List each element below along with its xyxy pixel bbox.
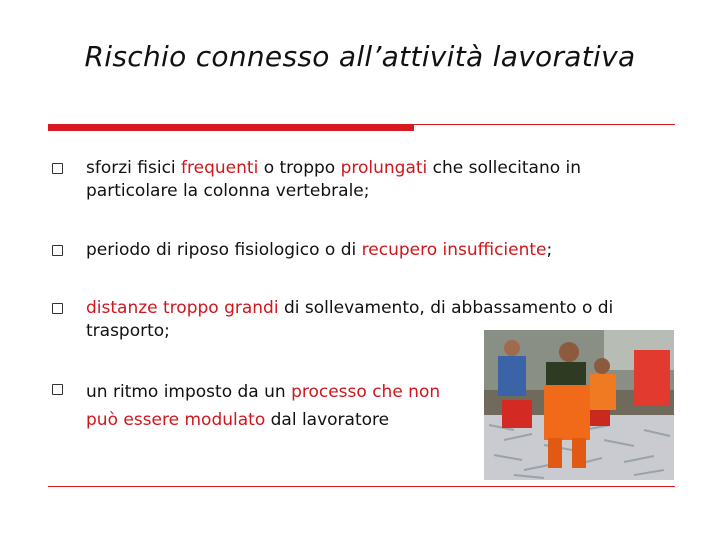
bullet-line	[86, 157, 581, 180]
bullet-text: dal lavoratore	[265, 410, 390, 430]
bullet-highlight: frequenti	[181, 158, 259, 178]
bullet-marker	[52, 297, 68, 320]
fish-market-workers-photo	[484, 330, 674, 480]
bullet-text: periodo di riposo fisiologico o di	[86, 240, 362, 260]
bullet-line	[86, 239, 552, 262]
bottom-divider	[48, 486, 675, 487]
bullet-text: di sollevamento, di abbassamento o di	[278, 298, 614, 318]
bullet-highlight: recupero insufficiente	[361, 240, 547, 260]
bullet-line	[86, 406, 440, 434]
title-divider-thick	[48, 124, 414, 131]
bullet-text: o troppo	[258, 158, 341, 178]
bullet-line	[86, 378, 440, 406]
bullet-highlight: può essere modulato	[86, 410, 266, 430]
bullet-line	[86, 297, 613, 320]
bullet-item-4	[86, 378, 440, 434]
bullet-item-2	[86, 239, 552, 262]
square-bullet-icon	[52, 245, 63, 256]
bullet-text: ;	[546, 240, 553, 260]
bullet-highlight: distanze troppo grandi	[86, 298, 279, 318]
bullet-text: un ritmo imposto da un	[86, 382, 292, 402]
slide-title: Rischio connesso all’attività lavorativa	[84, 40, 636, 73]
bullet-marker	[52, 239, 68, 262]
bullet-highlight: prolungati	[340, 158, 428, 178]
square-bullet-icon	[52, 384, 63, 395]
bullet-marker	[52, 378, 68, 401]
bullet-text: sforzi fisici	[86, 158, 182, 178]
bullet-item-1	[86, 157, 581, 203]
bullet-marker	[52, 157, 68, 180]
photo-illustration	[484, 330, 674, 480]
square-bullet-icon	[52, 163, 63, 174]
bullet-highlight: processo che non	[291, 382, 441, 402]
square-bullet-icon	[52, 303, 63, 314]
bullet-text: particolare la colonna vertebrale;	[86, 181, 370, 201]
bullet-text: che sollecitano in	[427, 158, 582, 178]
bullet-line	[86, 180, 581, 203]
bullet-text: trasporto;	[86, 321, 170, 341]
